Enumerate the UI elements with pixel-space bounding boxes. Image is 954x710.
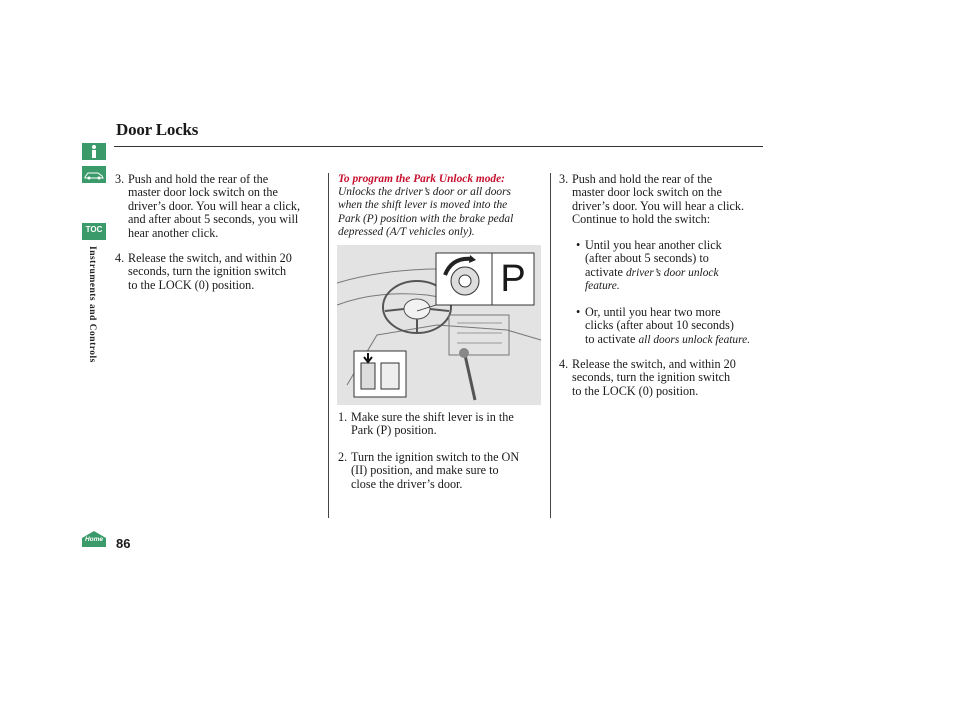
text-line: Release the switch, and within 20 <box>128 251 292 265</box>
step-number: 3. <box>559 172 569 186</box>
text-line: Push and hold the rear of the <box>572 172 713 186</box>
feature-name: feature. <box>585 280 620 293</box>
text-line: to activate <box>585 331 636 346</box>
feature-name: driver’s door unlock <box>625 266 719 279</box>
text-line: when the shift lever is moved into the <box>338 199 508 212</box>
toc-label: TOC <box>85 225 103 234</box>
park-unlock-heading: To program the Park Unlock mode: <box>338 173 505 185</box>
text-line: hear another click. <box>128 225 219 240</box>
section-tab <box>84 246 100 376</box>
column-divider <box>328 173 329 518</box>
step-number: 3. <box>115 172 125 186</box>
text-line: Until you hear another click <box>585 238 722 252</box>
step-number: 4. <box>559 357 569 371</box>
info-icon <box>82 143 106 160</box>
home-button[interactable] <box>81 530 107 548</box>
text-line: (after about 5 seconds) to <box>585 251 709 266</box>
info-button[interactable] <box>82 143 106 160</box>
car-icon <box>82 166 106 183</box>
text-line: clicks (after about 10 seconds) <box>585 318 734 333</box>
step-number: 1. <box>338 410 348 424</box>
text-line: to the LOCK (0) position. <box>572 383 699 398</box>
text-line: to the LOCK (0) position. <box>128 277 255 292</box>
text-line: seconds, turn the ignition switch <box>572 370 731 385</box>
step-1-middle <box>338 411 548 441</box>
text-line: Park (P) position. <box>351 423 437 438</box>
car-button[interactable] <box>82 166 106 183</box>
bullet-all-doors <box>576 306 771 348</box>
bullet-dot: • <box>576 305 581 319</box>
text-line: master door lock switch on the <box>572 185 722 200</box>
column-divider <box>550 173 551 518</box>
page-number: 86 <box>116 536 131 551</box>
text-line: Make sure the shift lever is in the <box>351 410 514 424</box>
step-2-middle <box>338 451 548 496</box>
step-3-right <box>559 173 769 231</box>
bullet-driver-door <box>576 239 771 295</box>
text-line: driver’s door. You will hear a click. <box>572 198 745 213</box>
text-line: Unlocks the driver’s door or all doors <box>338 186 511 198</box>
park-unlock-note <box>338 186 543 240</box>
text-line: Park (P) position with the brake pedal <box>338 212 514 225</box>
text-line: (II) position, and make sure to <box>351 463 499 478</box>
text-line: Turn the ignition switch to the ON <box>351 450 520 464</box>
text-line: Release the switch, and within 20 <box>572 357 736 371</box>
text-line: depressed (A/T vehicles only). <box>338 226 475 239</box>
text-line: close the driver’s door. <box>351 476 463 491</box>
home-label: Home <box>84 536 104 543</box>
step-4-left <box>115 252 325 297</box>
text-line: and after about 5 seconds, you will <box>128 212 299 227</box>
title-rule <box>114 146 763 147</box>
bullet-dot: • <box>576 238 581 252</box>
park-symbol: P <box>500 258 526 300</box>
text-line: Or, until you hear two more <box>585 305 721 319</box>
text-line: Push and hold the rear of the <box>128 172 269 186</box>
step-3-left <box>115 173 325 243</box>
text-line: driver’s door. You will hear a click, <box>128 198 301 213</box>
toc-button[interactable] <box>82 223 106 240</box>
step-number: 4. <box>115 251 125 265</box>
text-line: activate <box>585 264 623 279</box>
text-line: master door lock switch on the <box>128 185 278 200</box>
step-4-right <box>559 358 769 403</box>
section-tab-label: Instruments and Controls <box>87 246 97 363</box>
step-number: 2. <box>338 450 348 464</box>
page-title: Door Locks <box>116 120 199 139</box>
text-line: Continue to hold the switch: <box>572 212 711 227</box>
cockpit-illustration <box>337 245 541 405</box>
feature-name: all doors unlock feature. <box>638 333 751 346</box>
text-line: seconds, turn the ignition switch <box>128 264 287 279</box>
